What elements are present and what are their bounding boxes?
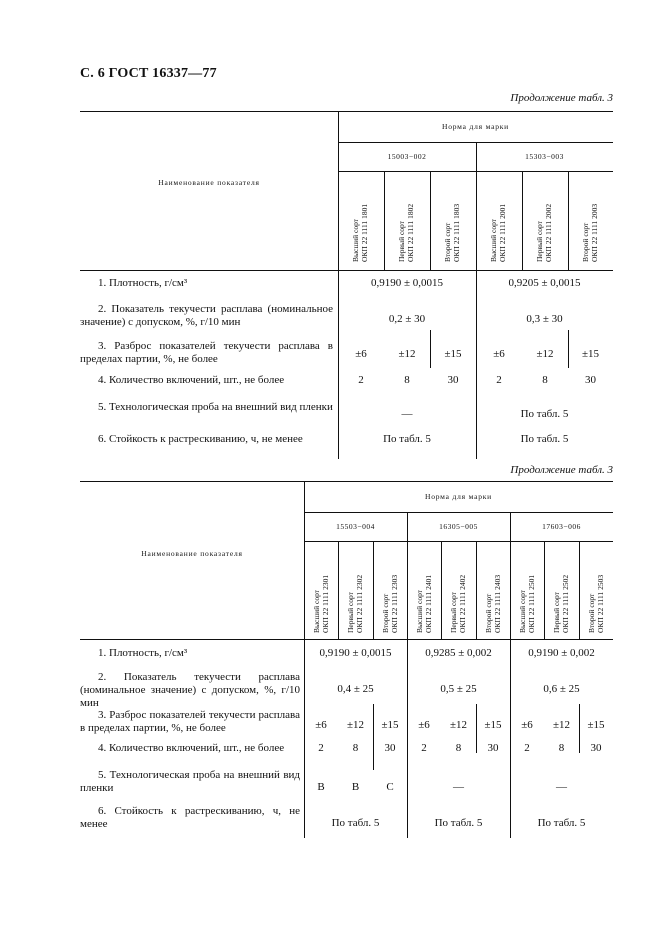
- cell-value: —: [556, 781, 567, 793]
- grade-label: Высший сорт ОКП 22 1111 2001: [489, 203, 507, 262]
- continuation-label: Продолжение табл. 3: [510, 92, 613, 104]
- cell-value: 0,4 ± 25: [337, 683, 374, 695]
- cell-value: ±15: [581, 348, 600, 360]
- cell-value: ±6: [418, 719, 430, 731]
- cell-value: ±12: [552, 719, 571, 731]
- grade-label: Первый сорт ОКП 22 1111 2302: [346, 574, 364, 633]
- cell-value: 30: [384, 742, 396, 754]
- cell-value: 8: [404, 374, 410, 386]
- cell-value: 30: [585, 374, 596, 386]
- cell-value: По табл. 5: [537, 817, 586, 829]
- cell-value: ±6: [493, 348, 505, 360]
- cell-value: —: [453, 781, 464, 793]
- cell-value: 0,3 ± 30: [526, 313, 563, 325]
- cell-value: По табл. 5: [520, 408, 569, 420]
- cell-value: ±12: [398, 348, 416, 360]
- cell-value: ±6: [521, 719, 533, 731]
- norm-header: Норма для марки: [441, 122, 510, 131]
- cell-value: 0,9285 ± 0,002: [425, 647, 492, 659]
- cell-value: ±15: [484, 719, 502, 731]
- grade-label: Второй сорт ОКП 22 1111 1803: [443, 203, 461, 262]
- cell-value: 0,2 ± 30: [388, 313, 426, 325]
- row-name: 5. Технологическая проба на внешний вид пленки: [98, 401, 333, 413]
- cell-value: ±6: [355, 348, 367, 360]
- row-name: 5. Технологическая проба на внешний вид пленки: [80, 769, 300, 794]
- cell-value: 8: [352, 742, 359, 754]
- row-name: 6. Стойкость к растрескиванию, ч, не менее: [98, 433, 303, 445]
- column-header: Наименование показателя: [141, 549, 243, 558]
- cell-value: ±15: [381, 719, 399, 731]
- mark-label: 15003−002: [387, 152, 427, 161]
- norm-header: Норма для марки: [424, 492, 493, 501]
- cell-value: 8: [455, 742, 462, 754]
- grade-label: Высший сорт ОКП 22 1111 1801: [351, 203, 369, 262]
- continuation-label: Продолжение табл. 3: [510, 464, 613, 476]
- cell-value: ±6: [315, 719, 327, 731]
- cell-value: 30: [487, 742, 499, 754]
- row-name: 3. Разброс показателей текучести расплава в пределах партии, %, не более: [80, 709, 300, 734]
- row-name: 2. Показатель текучести расплава (номинальное значение) с допуском, %, г/10 мин: [80, 303, 333, 328]
- cell-value: ±15: [587, 719, 605, 731]
- mark-label: 16305−005: [439, 522, 478, 531]
- mark-label: 15503−004: [336, 522, 375, 531]
- page-header: С. 6 ГОСТ 16337—77: [80, 66, 217, 81]
- cell-value: B: [317, 781, 325, 793]
- cell-value: 0,9190 ± 0,0015: [370, 277, 444, 289]
- row-name: 1. Плотность, г/см³: [98, 647, 188, 659]
- cell-value: По табл. 5: [331, 817, 380, 829]
- row-name: 2. Показатель текучести расплава (номинальное значение) с допуском, %, г/10 мин: [80, 671, 300, 709]
- grade-label: Высший сорт ОКП 22 1111 2401: [415, 574, 433, 633]
- cell-value: 0,9190 ± 0,002: [528, 647, 595, 659]
- mark-label: 17603−006: [542, 522, 581, 531]
- cell-value: 30: [447, 374, 459, 386]
- cell-value: По табл. 5: [383, 433, 431, 445]
- cell-value: ±12: [536, 348, 554, 360]
- cell-value: 8: [558, 742, 565, 754]
- grade-label: Высший сорт ОКП 22 1111 2301: [312, 574, 330, 633]
- grade-label: Первый сорт ОКП 22 1111 2002: [535, 203, 553, 262]
- cell-value: —: [401, 408, 413, 420]
- cell-value: 0,5 ± 25: [440, 683, 477, 695]
- cell-value: 0,9190 ± 0,0015: [319, 647, 392, 659]
- cell-value: 2: [496, 374, 502, 386]
- cell-value: C: [386, 781, 394, 793]
- row-name: 1. Плотность, г/см³: [98, 277, 188, 289]
- cell-value: 2: [524, 742, 530, 754]
- row-name: 4. Количество включений, шт., не более: [98, 742, 285, 754]
- cell-value: B: [351, 781, 360, 793]
- grade-label: Второй сорт ОКП 22 1111 2403: [484, 574, 502, 633]
- row-name: 3. Разброс показателей текучести расплава в пределах партии, %, не более: [80, 340, 333, 365]
- column-header: Наименование показателя: [158, 178, 260, 187]
- cell-value: ±12: [449, 719, 468, 731]
- cell-value: 2: [318, 742, 324, 754]
- grade-label: Первый сорт ОКП 22 1111 2502: [552, 574, 570, 633]
- cell-value: По табл. 5: [520, 433, 569, 445]
- cell-value: ±15: [444, 348, 462, 360]
- grade-label: Первый сорт ОКП 22 1111 2402: [449, 574, 467, 633]
- cell-value: 2: [358, 374, 364, 386]
- cell-value: ±12: [346, 719, 365, 731]
- grade-label: Второй сорт ОКП 22 1111 2303: [381, 574, 399, 633]
- cell-value: 30: [590, 742, 602, 754]
- cell-value: По табл. 5: [434, 817, 483, 829]
- cell-value: 2: [421, 742, 427, 754]
- mark-label: 15303−003: [525, 152, 564, 161]
- grade-label: Второй сорт ОКП 22 1111 2003: [581, 203, 599, 262]
- row-name: 4. Количество включений, шт., не более: [98, 374, 285, 386]
- grade-label: Первый сорт ОКП 22 1111 1802: [397, 203, 415, 262]
- row-name: 6. Стойкость к растрескиванию, ч, не менее: [80, 805, 300, 830]
- cell-value: 8: [542, 374, 548, 386]
- cell-value: 0,9205 ± 0,0015: [508, 277, 581, 289]
- grade-label: Высший сорт ОКП 22 1111 2501: [518, 574, 536, 633]
- grade-label: Второй сорт ОКП 22 1111 2503: [587, 574, 605, 633]
- cell-value: 0,6 ± 25: [543, 683, 580, 695]
